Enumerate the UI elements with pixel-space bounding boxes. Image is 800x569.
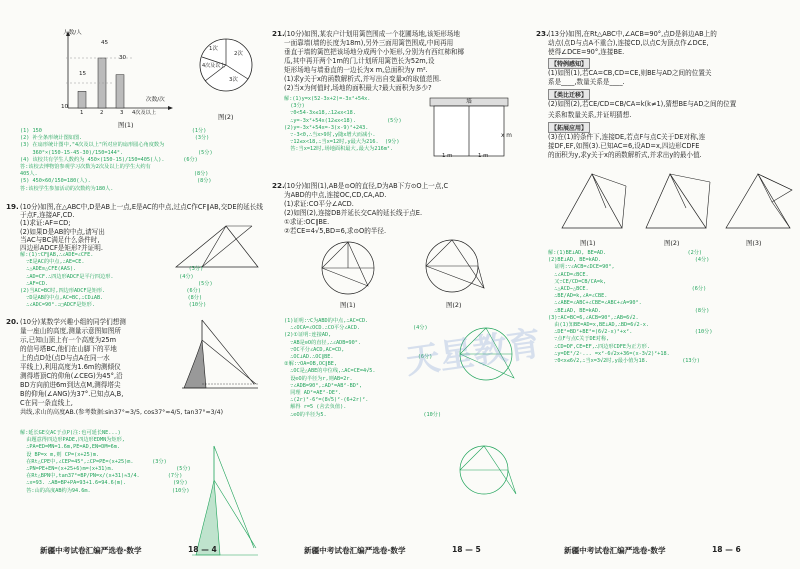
column-right [534,0,800,569]
q23-solution: 解:(1)BE⊥AD, BE=AD. (2分) (2)BE⊥AD, BE=kAD. (4分) 证明:∵∠ACB=∠DCE=90°, ∴∠ACD=∠BCE. 又∵CE/CD=CB/CA=k, ∴△ACD∽△BCE. (6分) ∴BE/AD=k,∠A=∠CBE. ∴∠ABE=∠ABC+∠CBE=∠ABC+∠A=90°. ∴BE⊥AD, BE=kAD. (8分) (3)∵AC=BC=6,∠ACB=90°,∴AB=6√2. 由(1)知BE=AD=x,BE⊥AD,∴BD=6√2-x. ∴DE²=BD²+BE²=(6√2-x)²+x². (10分) ∵点F与点C关于DE对称, ∴CD=DF,CE=EF,∴四边形CDFE为正方形. ∴y=DE²/2·... =x²-6√2x+36=(x-3√2)²+18. ∵0<x≤6√2,∴当x=3√2时,y最小值为18. (13分) [548,250,713,365]
pie-label-4: 4次及以上 [202,63,226,69]
q22-caption-2: 图(2) [446,301,462,309]
q22-line-4: (2)如图(2),连接DB并延长交CA的延长线于点E. [284,209,423,217]
section-tag-extension: 【拓展应用】 [548,122,590,133]
pie-label-3: 3次 [229,77,238,83]
pie-label-2: 2次 [234,51,243,57]
q23-caption-1: 图(1) [580,239,596,247]
q18-solution: (1) 150 (1分) (2) 补全条形统计图如图. (3分) (3) 在扇形统计图中,"4次及以上"所对应的扇形圆心角度数为 360°×(150-15-45-30)/150=144°. (5分) (4) 该校共有学生人数约为 450×(150-15)/150=405(人). (6分) 答:该校去博物馆参观学习次数为2次及以上的学生大约有 405人. (8分) (5) 450×60/150=180(人). (8分) 答:该校学生参加活动的次数约为180人. [20,128,213,192]
footer-title-left: 新疆中考试卷汇编严选卷·数学 [40,546,142,555]
q20-line-10: C在同一条直线上, [20,399,73,407]
bar-xlabel: 次数/次 [146,97,165,103]
q20-line-6: 平线上),利用高度为1.6m的测倾仪 [20,363,121,371]
bar-ytick: 10 [61,104,69,110]
q22-figure-1 [318,238,378,298]
q21-line-5: 矩形场地与墙垂直的一边长为x m,总面积为y m². [284,66,428,74]
pie-label-1: 1次 [209,46,218,52]
q19-number: 19. [6,202,19,211]
q21-line-2: 一面靠墙(墙的长度为18m),另外三面用篱笆围成,中间再用 [284,39,454,47]
q21-line-1: (10分)如图,某农户计划用篱笆围成一个花圃场地,该矩形场地 [284,30,460,38]
section-tag-special-case: 【特例感知】 [548,58,590,69]
q21-line-6: (1)求y关于x的函数解析式,并写出自变量x的取值范围. [284,75,442,83]
bar-cat-2: 2 [100,110,104,116]
q19-stem: (10分)如图,在△ABC中,D是AB上一点,E是AC的中点,过点C作CF∥AB,交DE的延长线于点F,连接AF,CD. [20,203,263,220]
q22-figure-2 [420,234,490,299]
q23-number: 23. [536,29,549,38]
footer-page-left: 18 — 4 [188,545,217,554]
q21-number: 21. [272,29,285,38]
q20-line-7: 测得塔顶C的仰角(∠CEG)为45°,沿 [20,372,123,380]
q23-figure-1 [556,168,628,234]
q20-mountain-figure [180,318,260,393]
q23-part2-b: 关系和数量关系,并证明猜想. [548,111,632,119]
q22-line-6: ②若CE=4√5,BD=6,求⊙O的半径. [284,227,387,235]
q20-solution: 解:延长GE交AC于点P(注:也可延长NE...) 由题意得四边形PADE,四边形EDMN为矩形, ∴PA=ED=MN=1.6m,PE=AD,EN=DM=6m. 设 BP=x m,则 CP=(x+25)m. 在Rt△CPE中,∠CEP=45°,∴CP=PE=(x+25)m. (3分) ∴PN=PE+EN=(x+25+6)m=(x+31)m. (5分) 在Rt△BPN中,tan37°=BP/PN=x/(x+31)≈3/4. (7分) ∴x=93. ∴AB=BP+PA=93+1.6=94.6(m). (9分) 答:山的高度AB约为94.6m. (10分) [20,430,191,494]
bar-cat-1: 1 [80,110,84,116]
q20-line-5: 上的点D处(点D与点A在同一水 [20,354,110,362]
q23-line-3: 使得∠DCE=90°,连接BE. [548,48,625,56]
q21-wall-label: 墙 [466,99,472,105]
q22-solution: (1)证明:∵C为ABD的中点,∴AC=CD. ∴∠OCA=∠OCD.∴CO平分∠ACD. (4分) (2)①证明:连接AD, ∵AB是⊙O的直径,∴∠ADB=90°. ∵OC平分∠ACD,AC=CD, ∴OC⊥AD.∴OC∥BE. (6分) ②解:∵OA=OB,OC∥BE, ∴OC是△ABE的中位线,∴AC=CE=4√5. 设⊙O的半径为r,则AB=2r. ∵∠ADB=90°,∴AD²=AB²-BD², 同理 AD²=AE²-DE². ∴(2r)²-6²=(8√5)²-(6+2r)². 解得 r=5 (舍去负值). ∴⊙O的半径为5. (10分) [284,318,442,418]
q23-part1-a: (1)如图(1),若CA=CB,CD=CE,则BE与AD之间的位置关 [548,69,712,77]
q23-part1-b: 系是____,数量关系是____. [548,78,625,86]
q21-x-label: x m [501,133,512,139]
footer-page-middle: 18 — 5 [452,545,481,554]
q20-line-9: B的仰角(∠ANG)为37°.已知点A,B, [20,390,124,398]
q21-solution: 解:(1)y=x(52-3x+2)=-3x²+54x. (3分) ∵0<54-3x≤18,∴12≤x<18. ∴y=-3x²+54x(12≤x<18). (5分) (2)y=-3x²+54x=-3(x-9)²+243. ∵-3<0,∴当x>9时,y随x增大而减小. ∵12≤x<18,∴当x=12时,y最大为216. (9分) 答:当x=12时,场地面积最大,最大为216m². [284,96,402,153]
q20-line-4: 的信号塔BC,他们在山脚下的平地 [20,345,117,353]
q23-line-1: (13分)如图,在Rt△ABC中,∠ACB=90°,点D是斜边AB上的 [548,30,717,38]
q21-line-4: 瓜,其中再开两个1m的门,计划所用篱笆长为52m,设 [284,57,435,65]
q19-part2-a: (2)如果D是AB的中点,请写出 [20,228,105,236]
q20-line-8: BD方向前进6m到达点M,测得塔尖 [20,381,121,389]
bar-label-30: 30 [119,55,127,61]
q22-number: 22. [272,181,285,190]
q19-part1: (1)求证:AF=CD; [20,219,71,227]
q20-line-3: 示,已知山顶上有一个高度为25m [20,336,117,344]
figure-caption-1: 图(1) [118,121,134,129]
q19-part2-b: 当AC与BC满足什么条件时, [20,236,100,244]
footer-page-right: 18 — 6 [712,545,741,554]
q20-tail: 共线,求山的高度AB.(参考数据:sin37°≈3/5, cos37°≈4/5, tan37°≈3/4) [20,409,223,416]
bar-chart [58,28,178,123]
q20-line-2: 量一座山的高度,测量示意图如图所 [20,327,122,335]
q20-number: 20. [6,317,19,326]
q21-door-label-2: 1 m [478,153,489,159]
q23-part3-b: 接DF,EF,如图(3).已知AC=6,设AD=x,四边形CDFE [548,142,700,150]
bar-cat-4: 4次及以上 [132,110,157,116]
figure-caption-2: 图(2) [218,113,234,121]
column-left [0,0,268,569]
q23-line-2: 动点(点D与点A不重合),连接CD,以点C为顶点作∠DCE, [548,39,709,47]
bar-label-15: 15 [79,71,87,77]
section-tag-analogy: 【类比迁移】 [548,89,590,100]
watermark: 天星教育 [403,323,544,383]
column-middle [270,0,532,569]
q22-line-3: (1)求证:CO平分∠ACD. [284,200,354,208]
q19-part2-c: 四边形ADCF是矩形?并证明. [20,244,103,252]
q23-part2-a: (2)如图(2),若CE/CD=CB/CA=k(k≠1),猜想BE与AD之间的位置 [548,100,737,108]
q21-line-7: (2)当x为何值时,场地的面积最大?最大面积为多少? [284,84,432,92]
q22-solution-figure-2 [454,438,520,504]
q22-line-2: 为ABD的中点,连接OC,CD,CA,AD. [284,191,387,199]
q19-solution: 解:(1)∵CF∥AB,∴∠ADE=∠CFE. ∵E是AC的中点,∴AE=CE. ∴△ADE≌△CFE(AAS). (3分) ∴AD=CF.∴四边形ADCF是平行四边形. (4分) ∴AF=CD. (5分) (2)当AC=BC时,四边形ADCF是矩形. (6分) ∵D是AB的中点,AC=BC,∴CD⊥AB. (8分) ∴∠ADC=90°.∴□ADCF是矩形. (10分) [20,252,213,309]
bar-3 [116,75,124,108]
q22-line-5: ①求证:OC∥BE. [284,218,330,226]
q23-caption-2: 图(2) [664,239,680,247]
q23-caption-3: 图(3) [746,239,762,247]
q22-caption-1: 图(1) [340,301,356,309]
q21-line-3: 垂直于墙的篱笆把该场地分成两个小矩形,分别为有西红柿和椰 [284,48,465,56]
footer-title-right: 新疆中考试卷汇编严选卷·数学 [564,546,666,555]
q21-door-label-1: 1 m [442,153,453,159]
q23-part3-a: (3)在(1)的条件下,连接DE,若点F与点C关于DE对称,连 [548,133,706,141]
q20-line-1: (10分)某数学兴趣小组的同学们想测 [20,318,126,326]
bar-label-45: 45 [101,40,109,46]
bar-cat-3: 3 [120,110,124,116]
bar-ylabel: 人数/人 [63,30,82,36]
q20-solution-figure [190,440,260,560]
q23-part3-c: 的面积为y,求y关于x的函数解析式,并求出y的最小值. [548,151,702,159]
bar-1 [78,91,86,108]
q23-figure-2 [640,168,712,234]
footer-title-middle: 新疆中考试卷汇编严选卷·数学 [304,546,406,555]
q23-figure-3 [720,168,796,234]
q22-line-1: (10分)如图(1),AB是⊙O的直径,D为AB下方⊙O上一点,C [284,182,449,190]
